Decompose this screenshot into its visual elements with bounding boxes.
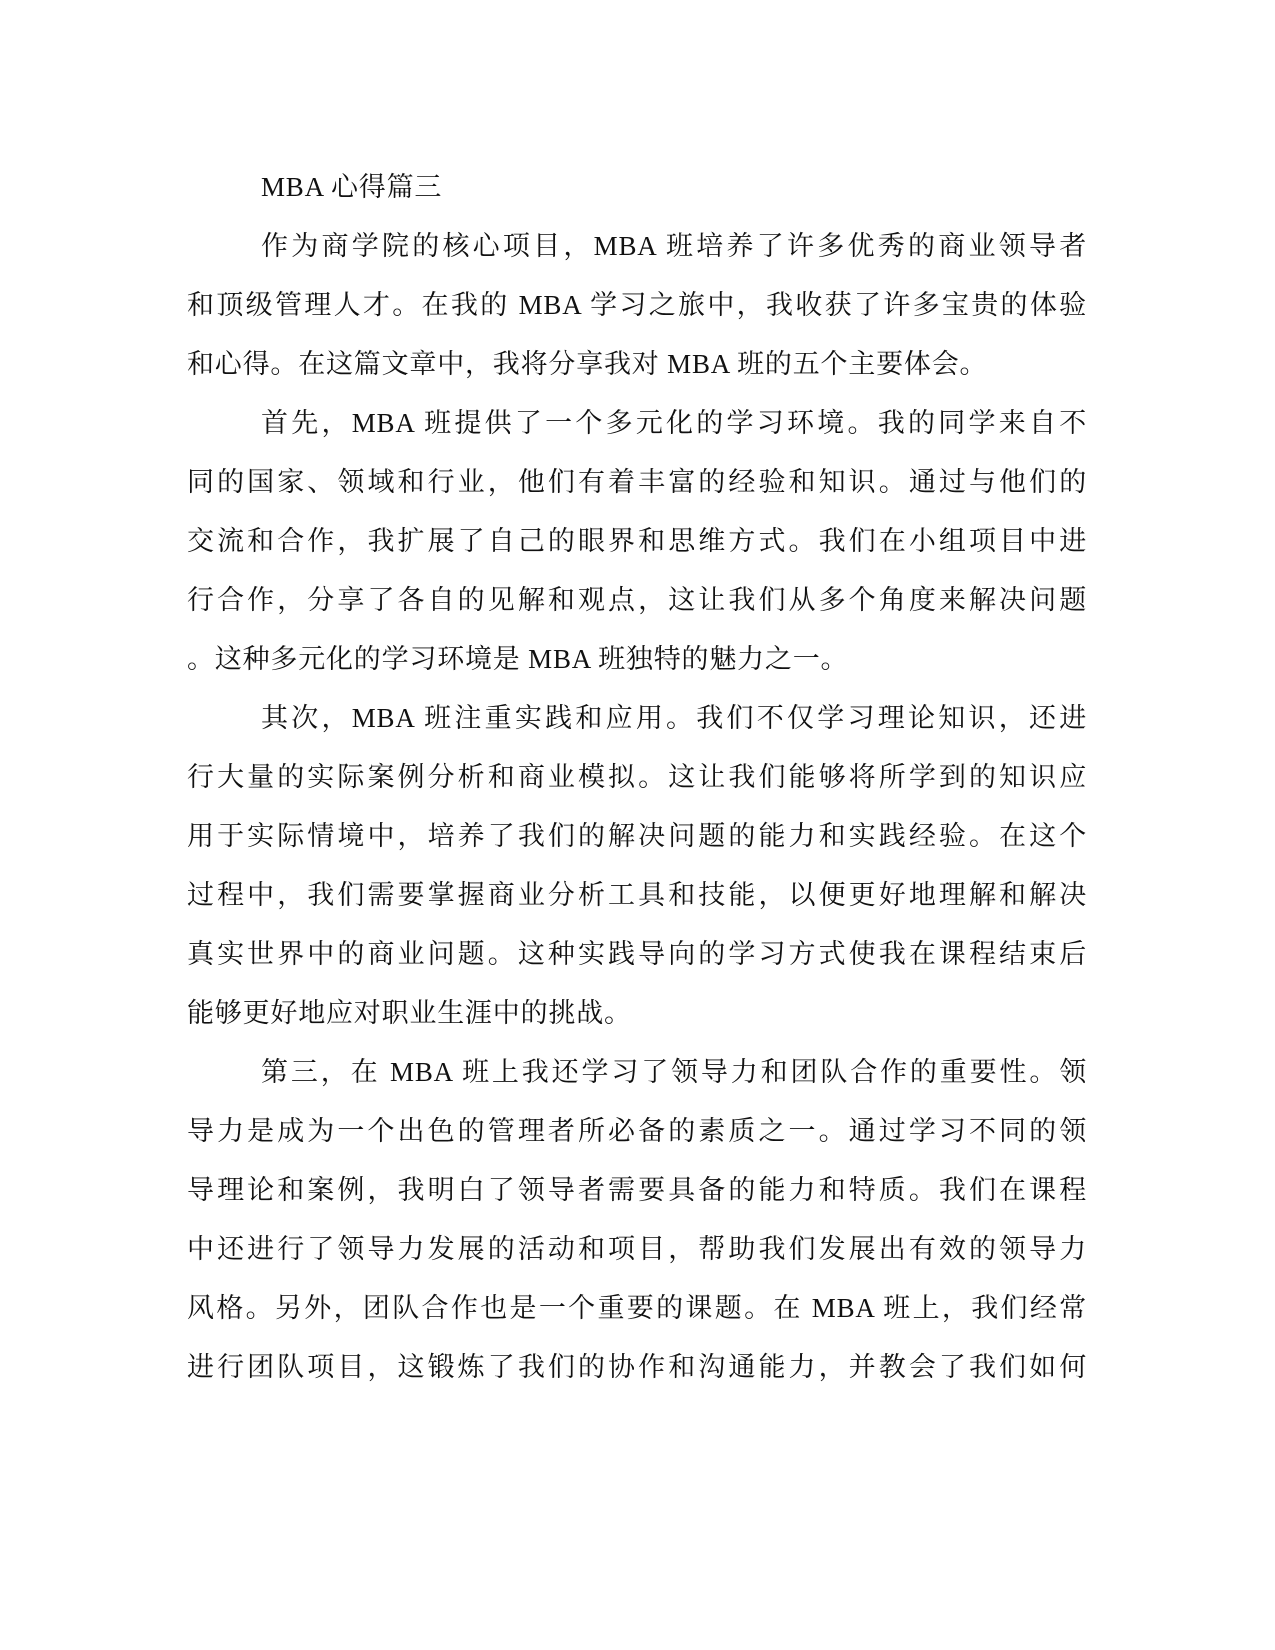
document-title: MBA 心得篇三 [261,172,443,202]
paragraph-line: 真实世界中的商业问题。这种实践导向的学习方式使我在课程结束后 [187,939,1087,969]
paragraph-first [187,394,1087,689]
paragraph-line: 其次，MBA 班注重实践和应用。我们不仅学习理论知识，还进 [261,703,1087,733]
paragraph-line: 和心得。在这篇文章中，我将分享我对 MBA 班的五个主要体会。 [187,349,988,379]
paragraph-line: 导理论和案例，我明白了领导者需要具备的能力和特质。我们在课程 [187,1175,1087,1205]
paragraph-line: 过程中，我们需要掌握商业分析工具和技能，以便更好地理解和解决 [187,880,1087,910]
paragraph-intro [187,217,1087,394]
paragraph-line: 同的国家、领域和行业，他们有着丰富的经验和知识。通过与他们的 [187,467,1087,497]
paragraph-line: 导力是成为一个出色的管理者所必备的素质之一。通过学习不同的领 [187,1116,1087,1146]
paragraph-second [187,689,1087,1043]
paragraph-line: 进行团队项目，这锻炼了我们的协作和沟通能力，并教会了我们如何 [187,1352,1087,1382]
paragraph-line: 作为商学院的核心项目，MBA 班培养了许多优秀的商业领导者 [261,231,1087,261]
paragraph-line: 交流和合作，我扩展了自己的眼界和思维方式。我们在小组项目中进 [187,526,1087,556]
paragraph-line: 行大量的实际案例分析和商业模拟。这让我们能够将所学到的知识应 [187,762,1087,792]
paragraph-line: 能够更好地应对职业生涯中的挑战。 [187,998,632,1028]
paragraph-line: 。这种多元化的学习环境是 MBA 班独特的魅力之一。 [187,644,849,674]
paragraph-line: 行合作，分享了各自的见解和观点，这让我们从多个角度来解决问题 [187,585,1087,615]
paragraph-line: 第三，在 MBA 班上我还学习了领导力和团队合作的重要性。领 [261,1057,1087,1087]
paragraph-line: 和顶级管理人才。在我的 MBA 学习之旅中，我收获了许多宝贵的体验 [187,290,1087,320]
paragraph-line: 风格。另外，团队合作也是一个重要的课题。在 MBA 班上，我们经常 [187,1293,1087,1323]
paragraph-line: 用于实际情境中，培养了我们的解决问题的能力和实践经验。在这个 [187,821,1087,851]
document-body [187,158,1087,1397]
paragraph-line: 中还进行了领导力发展的活动和项目，帮助我们发展出有效的领导力 [187,1234,1087,1264]
paragraph-third [187,1043,1087,1397]
paragraph-line: 首先，MBA 班提供了一个多元化的学习环境。我的同学来自不 [261,408,1087,438]
